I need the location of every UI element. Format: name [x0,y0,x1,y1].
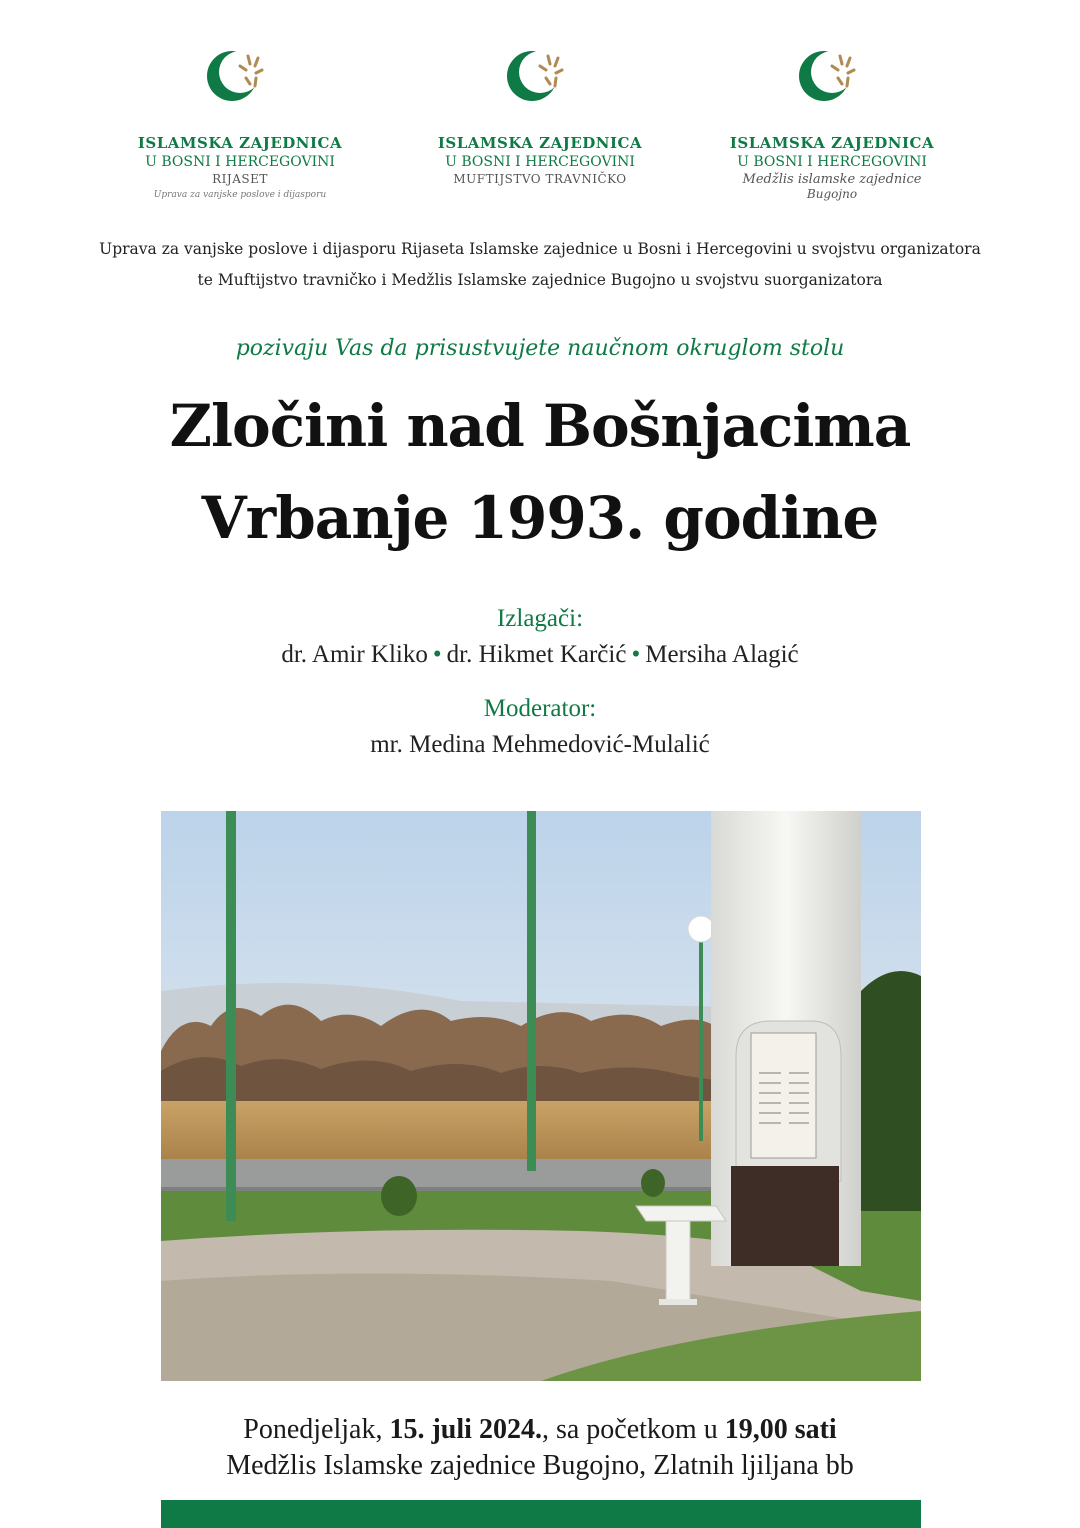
logo-org-name: ISLAMSKA ZAJEDNICA [437,134,643,152]
invitation-text: pozivaju Vas da prisustvujete naučnom okruglom stolu [235,336,845,361]
crescent-star-icon [200,40,280,112]
event-date: 15. juli 2024. [389,1414,542,1445]
separator-dot: • [432,641,442,668]
event-datetime [40,1414,1040,1446]
footer-bar [161,1500,921,1528]
logo-org-unit: MUFTIJSTVO TRAVNIČKO [453,172,627,186]
event-start-text: , sa početkom u [541,1414,718,1445]
event-day: Ponedjeljak, [243,1414,383,1445]
logo-rijaset [110,40,370,200]
logo-medzlis [702,40,962,201]
logo-org-unit: Medžlis islamske zajednice [742,172,922,187]
logo-org-country: U BOSNI I HERCEGOVINI [445,154,635,170]
moderator-name: mr. Medina Mehmedović-Mulalić [370,731,710,758]
organizer-text [40,234,1040,296]
organizer-line-1: Uprava za vanjske poslove i dijasporu Rijaseta Islamske zajednice u Bosni i Hercegovini u svojstvu organizatora [99,240,981,258]
logo-org-name: ISLAMSKA ZAJEDNICA [729,134,935,152]
moderator-label: Moderator: [483,695,597,722]
event-title-line-1: Zločini nad Bošnjacima [169,392,911,460]
speaker-name: dr. Amir Kliko [281,641,428,668]
crescent-star-icon [500,40,580,112]
event-title-line-2: Vrbanje 1993. godine [201,484,879,552]
logo-org-unit: RIJASET [212,172,268,186]
speaker-name: dr. Hikmet Karčić [446,641,627,668]
speaker-name: Mersiha Alagić [645,641,799,668]
logo-row [0,40,1080,210]
logo-org-country: U BOSNI I HERCEGOVINI [145,154,335,170]
organizer-line-2: te Muftijstvo travničko i Medžlis Islamske zajednice Bugojno u svojstvu suorganizatora [197,271,883,289]
logo-org-country: U BOSNI I HERCEGOVINI [737,154,927,170]
speakers-list [40,641,1040,669]
memorial-photo-illustration [161,811,921,1381]
event-time: 19,00 sati [724,1414,837,1445]
logo-muftijstvo [410,40,670,186]
event-location: Medžlis Islamske zajednice Bugojno, Zlatnih ljiljana bb [226,1450,854,1481]
logo-org-name: ISLAMSKA ZAJEDNICA [137,134,343,152]
speakers-label: Izlagači: [496,605,584,632]
logo-org-city: Bugojno [806,187,858,201]
memorial-photo [161,811,921,1381]
event-title [20,380,1060,564]
crescent-star-icon [792,40,872,112]
logo-org-subunit: Uprava za vanjske poslove i dijasporu [153,190,327,200]
separator-dot: • [631,641,641,668]
